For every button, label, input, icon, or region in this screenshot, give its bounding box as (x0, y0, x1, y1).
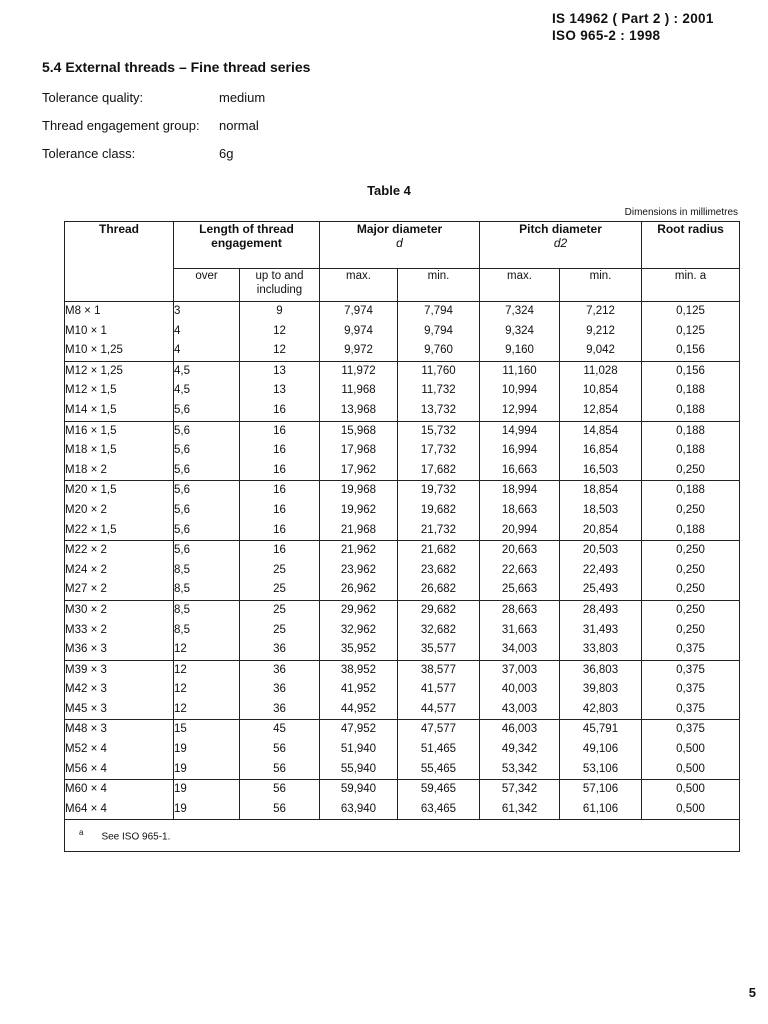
table-row (65, 302, 740, 322)
pitch-max-cell: 20,994 (480, 521, 560, 541)
header-pitch-min: min. (560, 269, 642, 302)
pitch-min-cell: 18,854 (560, 481, 642, 501)
pitch-min-cell: 16,503 (560, 461, 642, 481)
root-radius-cell: 0,125 (642, 302, 740, 322)
header-major-min: min. (398, 269, 480, 302)
over-cell: 8,5 (174, 561, 240, 581)
root-radius-cell: 0,375 (642, 700, 740, 720)
major-max-cell: 19,962 (320, 501, 398, 521)
major-max-cell: 17,962 (320, 461, 398, 481)
table-row (65, 561, 740, 581)
property-value: 6g (219, 146, 234, 161)
up-to-cell: 16 (240, 521, 320, 541)
row-group (65, 720, 740, 780)
root-radius-cell: 0,375 (642, 680, 740, 700)
major-min-cell: 38,577 (398, 660, 480, 680)
pitch-min-cell: 20,854 (560, 521, 642, 541)
header-up-to-including: up to and including (240, 269, 320, 302)
root-radius-cell: 0,250 (642, 501, 740, 521)
row-group (65, 780, 740, 820)
major-min-cell: 7,794 (398, 302, 480, 322)
pitch-max-cell: 34,003 (480, 640, 560, 660)
header-major-diameter (320, 222, 480, 269)
over-cell: 5,6 (174, 501, 240, 521)
pitch-max-cell: 49,342 (480, 740, 560, 760)
over-cell: 4,5 (174, 361, 240, 381)
major-max-cell: 29,962 (320, 600, 398, 620)
pitch-min-cell: 39,803 (560, 680, 642, 700)
up-to-cell: 12 (240, 341, 320, 361)
root-radius-cell: 0,250 (642, 561, 740, 581)
table-row (65, 621, 740, 641)
table-row (65, 700, 740, 720)
pitch-min-cell: 11,028 (560, 361, 642, 381)
thread-cell: M22 × 1,5 (65, 521, 174, 541)
over-cell: 8,5 (174, 580, 240, 600)
header-root-radius: Root radius (642, 222, 740, 269)
pitch-max-cell: 14,994 (480, 421, 560, 441)
pitch-max-cell: 18,663 (480, 501, 560, 521)
thread-table (64, 221, 740, 852)
thread-cell: M64 × 4 (65, 800, 174, 820)
thread-cell: M20 × 2 (65, 501, 174, 521)
pitch-min-cell: 14,854 (560, 421, 642, 441)
pitch-max-cell: 11,160 (480, 361, 560, 381)
pitch-max-cell: 9,160 (480, 341, 560, 361)
table-row (65, 461, 740, 481)
thread-cell: M30 × 2 (65, 600, 174, 620)
document-header (552, 10, 714, 44)
row-group (65, 421, 740, 481)
header-thread: Thread (65, 222, 174, 302)
up-to-cell: 16 (240, 441, 320, 461)
pitch-min-cell: 12,854 (560, 401, 642, 421)
major-max-cell: 38,952 (320, 660, 398, 680)
pitch-max-cell: 18,994 (480, 481, 560, 501)
pitch-max-cell: 7,324 (480, 302, 560, 322)
up-to-cell: 16 (240, 501, 320, 521)
pitch-max-cell: 43,003 (480, 700, 560, 720)
page-number: 5 (748, 985, 756, 1000)
over-cell: 19 (174, 740, 240, 760)
major-min-cell: 15,732 (398, 421, 480, 441)
table-row (65, 660, 740, 680)
major-min-cell: 11,732 (398, 381, 480, 401)
root-radius-cell: 0,375 (642, 640, 740, 660)
table-row (65, 680, 740, 700)
table-row (65, 361, 740, 381)
major-min-cell: 23,682 (398, 561, 480, 581)
thread-cell: M45 × 3 (65, 700, 174, 720)
major-max-cell: 7,974 (320, 302, 398, 322)
table-row (65, 481, 740, 501)
up-to-cell: 36 (240, 640, 320, 660)
table-row (65, 720, 740, 740)
up-to-cell: 56 (240, 740, 320, 760)
over-cell: 12 (174, 660, 240, 680)
root-radius-cell: 0,250 (642, 621, 740, 641)
header-pitch-max: max. (480, 269, 560, 302)
major-max-cell: 15,968 (320, 421, 398, 441)
thread-cell: M14 × 1,5 (65, 401, 174, 421)
root-radius-cell: 0,250 (642, 461, 740, 481)
root-radius-cell: 0,250 (642, 580, 740, 600)
up-to-cell: 16 (240, 481, 320, 501)
footnote-text: See ISO 965-1. (101, 831, 171, 843)
major-min-cell: 41,577 (398, 680, 480, 700)
major-min-cell: 9,794 (398, 322, 480, 342)
thread-cell: M56 × 4 (65, 760, 174, 780)
over-cell: 19 (174, 800, 240, 820)
thread-cell: M33 × 2 (65, 621, 174, 641)
major-max-cell: 9,972 (320, 341, 398, 361)
pitch-min-cell: 18,503 (560, 501, 642, 521)
major-max-cell: 23,962 (320, 561, 398, 581)
up-to-cell: 16 (240, 461, 320, 481)
over-cell: 5,6 (174, 401, 240, 421)
thread-cell: M39 × 3 (65, 660, 174, 680)
pitch-max-cell: 25,663 (480, 580, 560, 600)
row-group (65, 481, 740, 541)
table-row (65, 322, 740, 342)
major-max-cell: 11,968 (320, 381, 398, 401)
property-label: Tolerance quality: (42, 90, 144, 105)
up-to-cell: 13 (240, 361, 320, 381)
pitch-max-cell: 53,342 (480, 760, 560, 780)
property-value: normal (219, 118, 259, 133)
row-group (65, 302, 740, 362)
up-to-cell: 25 (240, 561, 320, 581)
pitch-max-cell: 9,324 (480, 322, 560, 342)
row-group (65, 660, 740, 720)
section-title: 5.4 External threads – Fine thread series (42, 59, 311, 75)
major-max-cell: 63,940 (320, 800, 398, 820)
up-to-cell: 36 (240, 700, 320, 720)
major-min-cell: 32,682 (398, 621, 480, 641)
property-label: Tolerance class: (42, 146, 136, 161)
table-row (65, 760, 740, 780)
table-row (65, 521, 740, 541)
major-min-cell: 29,682 (398, 600, 480, 620)
up-to-cell: 36 (240, 660, 320, 680)
pitch-max-cell: 16,994 (480, 441, 560, 461)
property-value: medium (219, 90, 266, 105)
over-cell: 4 (174, 341, 240, 361)
table-row (65, 341, 740, 361)
up-to-cell: 56 (240, 800, 320, 820)
thread-cell: M16 × 1,5 (65, 421, 174, 441)
table-header (65, 222, 740, 302)
root-radius-cell: 0,188 (642, 521, 740, 541)
root-radius-cell: 0,500 (642, 780, 740, 800)
major-min-cell: 35,577 (398, 640, 480, 660)
pitch-max-cell: 40,003 (480, 680, 560, 700)
up-to-cell: 45 (240, 720, 320, 740)
table-row (65, 640, 740, 660)
property-tolerance-quality (42, 90, 266, 105)
pitch-max-cell: 10,994 (480, 381, 560, 401)
major-max-cell: 11,972 (320, 361, 398, 381)
root-radius-cell: 0,188 (642, 421, 740, 441)
pitch-min-cell: 53,106 (560, 760, 642, 780)
root-radius-cell: 0,188 (642, 481, 740, 501)
root-radius-cell: 0,250 (642, 541, 740, 561)
major-diameter-label: Major diameter (356, 222, 443, 236)
pitch-max-cell: 22,663 (480, 561, 560, 581)
pitch-min-cell: 9,212 (560, 322, 642, 342)
table-footnote (65, 820, 740, 851)
major-min-cell: 47,577 (398, 720, 480, 740)
root-radius-cell: 0,156 (642, 341, 740, 361)
table-row (65, 780, 740, 800)
thread-cell: M27 × 2 (65, 580, 174, 600)
root-radius-cell: 0,188 (642, 381, 740, 401)
table-row (65, 600, 740, 620)
major-min-cell: 17,732 (398, 441, 480, 461)
major-min-cell: 21,732 (398, 521, 480, 541)
pitch-diameter-symbol: d2 (553, 236, 568, 250)
pitch-min-cell: 42,803 (560, 700, 642, 720)
major-min-cell: 11,760 (398, 361, 480, 381)
pitch-min-cell: 36,803 (560, 660, 642, 680)
over-cell: 3 (174, 302, 240, 322)
major-max-cell: 19,968 (320, 481, 398, 501)
root-radius-cell: 0,375 (642, 720, 740, 740)
major-min-cell: 44,577 (398, 700, 480, 720)
property-label: Thread engagement group: (42, 118, 200, 133)
major-max-cell: 55,940 (320, 760, 398, 780)
major-max-cell: 13,968 (320, 401, 398, 421)
major-diameter-symbol: d (396, 236, 403, 250)
over-cell: 4 (174, 322, 240, 342)
pitch-min-cell: 49,106 (560, 740, 642, 760)
pitch-max-cell: 16,663 (480, 461, 560, 481)
over-cell: 12 (174, 700, 240, 720)
thread-cell: M10 × 1,25 (65, 341, 174, 361)
major-max-cell: 41,952 (320, 680, 398, 700)
thread-cell: M10 × 1 (65, 322, 174, 342)
thread-cell: M20 × 1,5 (65, 481, 174, 501)
table-row (65, 441, 740, 461)
pitch-min-cell: 33,803 (560, 640, 642, 660)
table-row (65, 541, 740, 561)
table-row (65, 740, 740, 760)
pitch-min-cell: 45,791 (560, 720, 642, 740)
major-min-cell: 13,732 (398, 401, 480, 421)
row-group (65, 541, 740, 601)
header-major-max: max. (320, 269, 398, 302)
over-cell: 5,6 (174, 421, 240, 441)
pitch-max-cell: 46,003 (480, 720, 560, 740)
table-row (65, 401, 740, 421)
thread-cell: M12 × 1,25 (65, 361, 174, 381)
pitch-max-cell: 57,342 (480, 780, 560, 800)
major-max-cell: 26,962 (320, 580, 398, 600)
major-max-cell: 21,968 (320, 521, 398, 541)
major-max-cell: 32,962 (320, 621, 398, 641)
pitch-min-cell: 10,854 (560, 381, 642, 401)
pitch-diameter-label: Pitch diameter (519, 222, 602, 236)
row-group (65, 361, 740, 421)
pitch-max-cell: 28,663 (480, 600, 560, 620)
pitch-min-cell: 20,503 (560, 541, 642, 561)
major-min-cell: 55,465 (398, 760, 480, 780)
thread-cell: M60 × 4 (65, 780, 174, 800)
over-cell: 5,6 (174, 461, 240, 481)
property-tolerance-class (42, 146, 234, 161)
header-standard-is: IS 14962 ( Part 2 ) : 2001 (552, 11, 714, 26)
up-to-cell: 9 (240, 302, 320, 322)
major-max-cell: 17,968 (320, 441, 398, 461)
pitch-min-cell: 57,106 (560, 780, 642, 800)
root-radius-cell: 0,500 (642, 800, 740, 820)
pitch-min-cell: 9,042 (560, 341, 642, 361)
root-radius-cell: 0,250 (642, 600, 740, 620)
major-min-cell: 21,682 (398, 541, 480, 561)
major-max-cell: 47,952 (320, 720, 398, 740)
up-to-cell: 16 (240, 541, 320, 561)
table-title: Table 4 (367, 183, 411, 198)
over-cell: 8,5 (174, 621, 240, 641)
major-min-cell: 59,465 (398, 780, 480, 800)
thread-cell: M42 × 3 (65, 680, 174, 700)
major-max-cell: 59,940 (320, 780, 398, 800)
over-cell: 8,5 (174, 600, 240, 620)
up-to-cell: 36 (240, 680, 320, 700)
thread-cell: M18 × 2 (65, 461, 174, 481)
up-to-cell: 16 (240, 401, 320, 421)
pitch-max-cell: 31,663 (480, 621, 560, 641)
header-standard-iso: ISO 965-2 : 1998 (552, 28, 661, 43)
table-row (65, 800, 740, 820)
up-to-cell: 25 (240, 580, 320, 600)
thread-cell: M12 × 1,5 (65, 381, 174, 401)
thread-cell: M52 × 4 (65, 740, 174, 760)
header-root-min: min. a (642, 269, 740, 302)
major-min-cell: 9,760 (398, 341, 480, 361)
pitch-min-cell: 7,212 (560, 302, 642, 322)
table-row (65, 501, 740, 521)
thread-cell: M8 × 1 (65, 302, 174, 322)
over-cell: 19 (174, 760, 240, 780)
major-min-cell: 51,465 (398, 740, 480, 760)
row-group (65, 600, 740, 660)
over-cell: 5,6 (174, 541, 240, 561)
pitch-min-cell: 16,854 (560, 441, 642, 461)
up-to-cell: 25 (240, 600, 320, 620)
major-min-cell: 19,682 (398, 501, 480, 521)
header-over: over (174, 269, 240, 302)
major-max-cell: 44,952 (320, 700, 398, 720)
thread-cell: M18 × 1,5 (65, 441, 174, 461)
pitch-max-cell: 20,663 (480, 541, 560, 561)
up-to-cell: 56 (240, 780, 320, 800)
header-length-of-engagement: Length of thread engagement (174, 222, 320, 269)
major-max-cell: 35,952 (320, 640, 398, 660)
table-row (65, 381, 740, 401)
major-max-cell: 21,962 (320, 541, 398, 561)
over-cell: 4,5 (174, 381, 240, 401)
pitch-min-cell: 31,493 (560, 621, 642, 641)
major-min-cell: 17,682 (398, 461, 480, 481)
thread-cell: M36 × 3 (65, 640, 174, 660)
root-radius-cell: 0,375 (642, 660, 740, 680)
up-to-cell: 16 (240, 421, 320, 441)
up-to-cell: 25 (240, 621, 320, 641)
over-cell: 5,6 (174, 521, 240, 541)
root-radius-cell: 0,188 (642, 401, 740, 421)
table-footnote-row (65, 820, 740, 851)
root-radius-cell: 0,500 (642, 740, 740, 760)
major-max-cell: 51,940 (320, 740, 398, 760)
pitch-min-cell: 61,106 (560, 800, 642, 820)
over-cell: 12 (174, 680, 240, 700)
thread-cell: M24 × 2 (65, 561, 174, 581)
over-cell: 12 (174, 640, 240, 660)
major-min-cell: 19,732 (398, 481, 480, 501)
thread-cell: M22 × 2 (65, 541, 174, 561)
table-row (65, 580, 740, 600)
pitch-min-cell: 22,493 (560, 561, 642, 581)
up-to-cell: 13 (240, 381, 320, 401)
over-cell: 15 (174, 720, 240, 740)
dimensions-note: Dimensions in millimetres (624, 207, 738, 218)
footnote-mark: a (79, 828, 84, 838)
pitch-max-cell: 61,342 (480, 800, 560, 820)
major-max-cell: 9,974 (320, 322, 398, 342)
thread-cell: M48 × 3 (65, 720, 174, 740)
pitch-min-cell: 25,493 (560, 580, 642, 600)
up-to-cell: 56 (240, 760, 320, 780)
major-min-cell: 26,682 (398, 580, 480, 600)
over-cell: 19 (174, 780, 240, 800)
pitch-max-cell: 37,003 (480, 660, 560, 680)
table-row (65, 421, 740, 441)
major-min-cell: 63,465 (398, 800, 480, 820)
root-radius-cell: 0,125 (642, 322, 740, 342)
pitch-min-cell: 28,493 (560, 600, 642, 620)
over-cell: 5,6 (174, 441, 240, 461)
root-radius-cell: 0,156 (642, 361, 740, 381)
root-radius-cell: 0,188 (642, 441, 740, 461)
property-thread-engagement-group (42, 118, 259, 133)
up-to-cell: 12 (240, 322, 320, 342)
over-cell: 5,6 (174, 481, 240, 501)
pitch-max-cell: 12,994 (480, 401, 560, 421)
root-radius-cell: 0,500 (642, 760, 740, 780)
header-pitch-diameter (480, 222, 642, 269)
